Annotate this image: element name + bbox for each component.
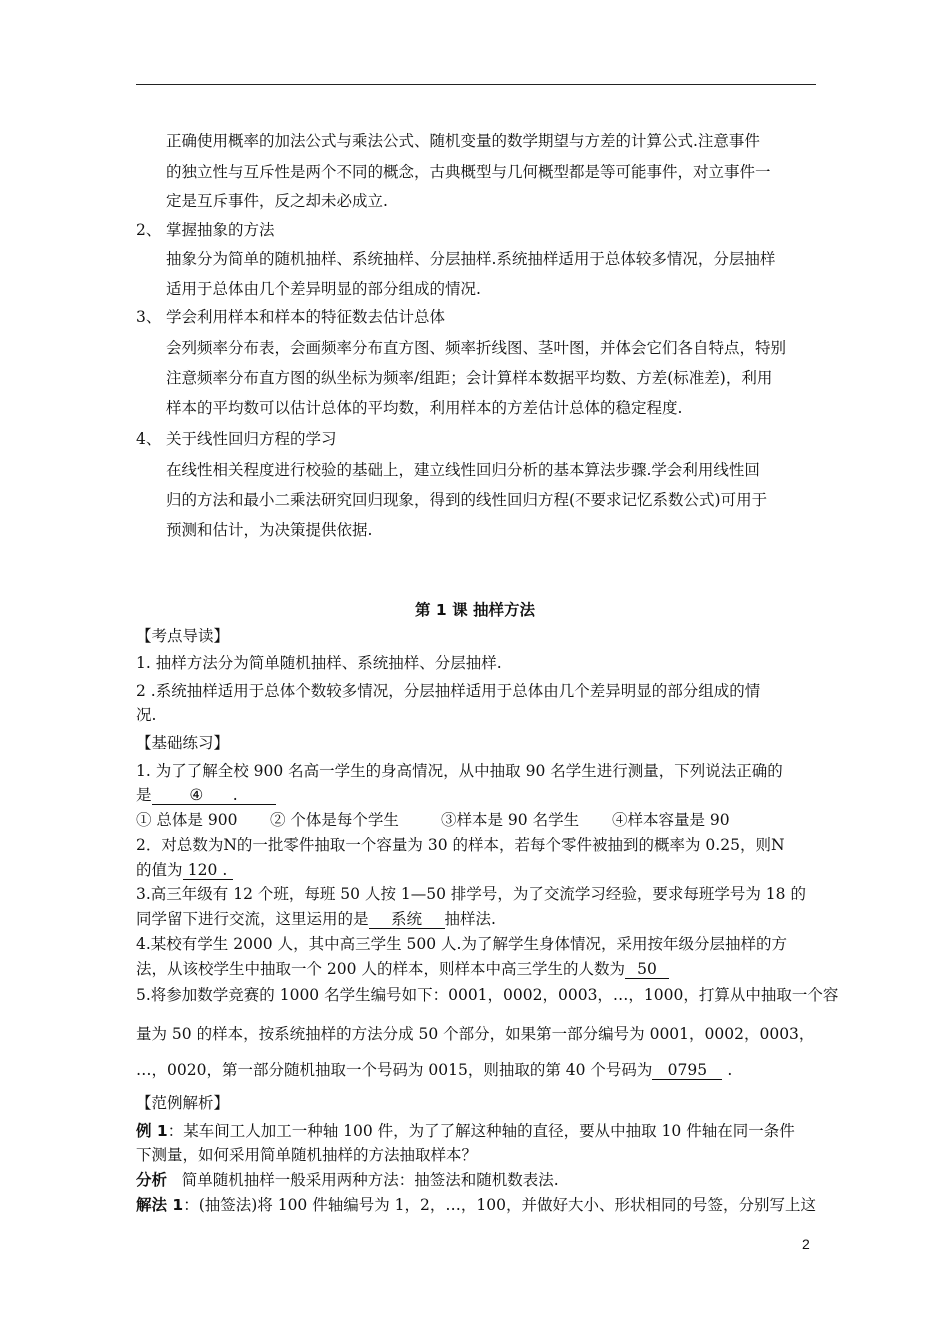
q2-answer-period: .: [222, 861, 228, 879]
q1-option-4: ④样本容量是 90: [612, 811, 730, 829]
q4-answer: 50: [637, 960, 657, 978]
q4-line2: [136, 959, 669, 979]
page-number: 2: [802, 1236, 810, 1252]
q1-answer: ④: [189, 786, 204, 804]
q2-line2: [136, 860, 233, 880]
q5-prefix: …，0020，第一部分随机抽取一个号码为 0015，则抽取的第 40 个号码为: [136, 1061, 653, 1079]
intro-p1-line1: 正确使用概率的加法公式与乘法公式、随机变量的数学期望与方差的计算公式.注意事件: [166, 132, 760, 150]
q3-line2: [136, 909, 496, 929]
q2-prefix: 的值为: [136, 861, 183, 879]
example1-label: 例 1: [136, 1122, 168, 1140]
q3-prefix: 同学留下进行交流，这里运用的是: [136, 910, 369, 928]
q4-line1: 4.某校有学生 2000 人，其中高三学生 500 人.为了解学生身体情况，采用按年级分层抽样的方: [136, 935, 787, 953]
item3-line1: 会列频率分布表，会画频率分布直方图、频率折线图、茎叶图，并体会它们各自特点，特别: [166, 339, 787, 357]
guide-item-1: 1. 抽样方法分为简单随机抽样、系统抽样、分层抽样.: [136, 654, 502, 672]
q1-option-2: ② 个体是每个学生: [270, 811, 399, 829]
guide-item-2-line2: 况.: [136, 706, 157, 724]
item3-line3: 样本的平均数可以估计总体的平均数，利用样本的方差估计总体的稳定程度.: [166, 399, 683, 417]
q1-line1: 1. 为了了解全校 900 名高一学生的身高情况，从中抽取 90 名学生进行测量，下列说法正确的: [136, 762, 783, 780]
item4-number: 4、: [136, 430, 162, 448]
q5-suffix: .: [727, 1061, 733, 1079]
q4-answer-blank: [625, 960, 669, 979]
item4-line1: 在线性相关程度进行校验的基础上，建立线性回归分析的基本算法步骤.学会利用线性回: [166, 461, 760, 479]
q5-answer: 0795: [667, 1061, 708, 1079]
example1-text: ：某车间工人加工一种轴 100 件，为了了解这种轴的直径，要从中抽取 10 件轴在同一条件: [167, 1122, 795, 1140]
solution1-label: 解法 1: [136, 1196, 184, 1214]
analysis-label: 分析: [136, 1171, 168, 1189]
q3-answer-blank: [369, 910, 445, 929]
item2-line2: 适用于总体由几个差异明显的部分组成的情况.: [166, 280, 481, 298]
q5-line1: 5.将参加数学竞赛的 1000 名学生编号如下：0001，0002，0003，…，1000，打算从中抽取一个容: [136, 986, 839, 1004]
analysis-text: 简单随机抽样一般采用两种方法：抽签法和随机数表法.: [181, 1171, 559, 1189]
example1-line1: [136, 1121, 795, 1141]
q1-option-1: ① 总体是 900: [136, 811, 238, 829]
section-heading-examples: 【范例解析】: [136, 1094, 230, 1112]
item4-line3: 预测和估计，为决策提供依据.: [166, 521, 373, 539]
item4-title: 关于线性回归方程的学习: [166, 430, 337, 448]
section-heading-practice: 【基础练习】: [136, 734, 230, 752]
item3-number: 3、: [136, 308, 162, 326]
q4-prefix: 法，从该校学生中抽取一个 200 人的样本，则样本中高三学生的人数为: [136, 960, 625, 978]
q3-line1: 3.高三年级有 12 个班，每班 50 人按 1—50 排学号，为了交流学习经验，要求每班学号为 18 的: [136, 885, 806, 903]
intro-p1-line2: 的独立性与互斥性是两个不同的概念，古典概型与几何概型都是等可能事件，对立事件一: [166, 163, 771, 181]
lesson-title: 第 1 课 抽样方法: [415, 601, 535, 619]
q5-line3: [136, 1060, 732, 1080]
q1-answer-blank: [152, 786, 276, 805]
q1-line2: [136, 785, 276, 805]
solution1-line: [136, 1195, 816, 1215]
analysis-line: [136, 1170, 559, 1190]
q3-answer: 系统: [391, 910, 423, 928]
q1-option-3: ③样本是 90 名学生: [441, 811, 580, 829]
q2-answer: 120: [187, 861, 218, 879]
guide-item-2-line1: 2 .系统抽样适用于总体个数较多情况，分层抽样适用于总体由几个差异明显的部分组成的情: [136, 682, 761, 700]
q5-answer-blank: [652, 1061, 722, 1080]
q1-answer-period: .: [232, 786, 238, 804]
header-rule: [136, 84, 816, 85]
q5-line2: 量为 50 的样本，按系统抽样的方法分成 50 个部分，如果第一部分编号为 0001，0002，0003，: [136, 1025, 815, 1043]
q3-suffix: 抽样法.: [444, 910, 496, 928]
item3-line2: 注意频率分布直方图的纵坐标为频率/组距；会计算样本数据平均数、方差(标准差)，利用: [166, 369, 773, 387]
item2-title: 掌握抽象的方法: [166, 221, 275, 239]
q2-answer-blank: [183, 861, 233, 880]
intro-p1-line3: 定是互斥事件，反之却未必成立.: [166, 192, 388, 210]
section-heading-guide: 【考点导读】: [136, 627, 230, 645]
item2-line1: 抽象分为简单的随机抽样、系统抽样、分层抽样.系统抽样适用于总体较多情况，分层抽样: [166, 250, 776, 268]
item3-title: 学会利用样本和样本的特征数去估计总体: [166, 308, 446, 326]
q2-line1: 2．对总数为N的一批零件抽取一个容量为 30 的样本，若每个零件被抽到的概率为 0.25，则N: [136, 836, 785, 854]
solution1-text: ：(抽签法)将 100 件轴编号为 1，2，…，100，并做好大小、形状相同的号签，分别写上这: [183, 1196, 816, 1214]
item2-number: 2、: [136, 221, 162, 239]
q1-prefix: 是: [136, 786, 152, 804]
example1-line2: 下测量，如何采用简单随机抽样的方法抽取样本？: [136, 1146, 478, 1164]
item4-line2: 归的方法和最小二乘法研究回归现象，得到的线性回归方程(不要求记忆系数公式)可用于: [166, 491, 768, 509]
